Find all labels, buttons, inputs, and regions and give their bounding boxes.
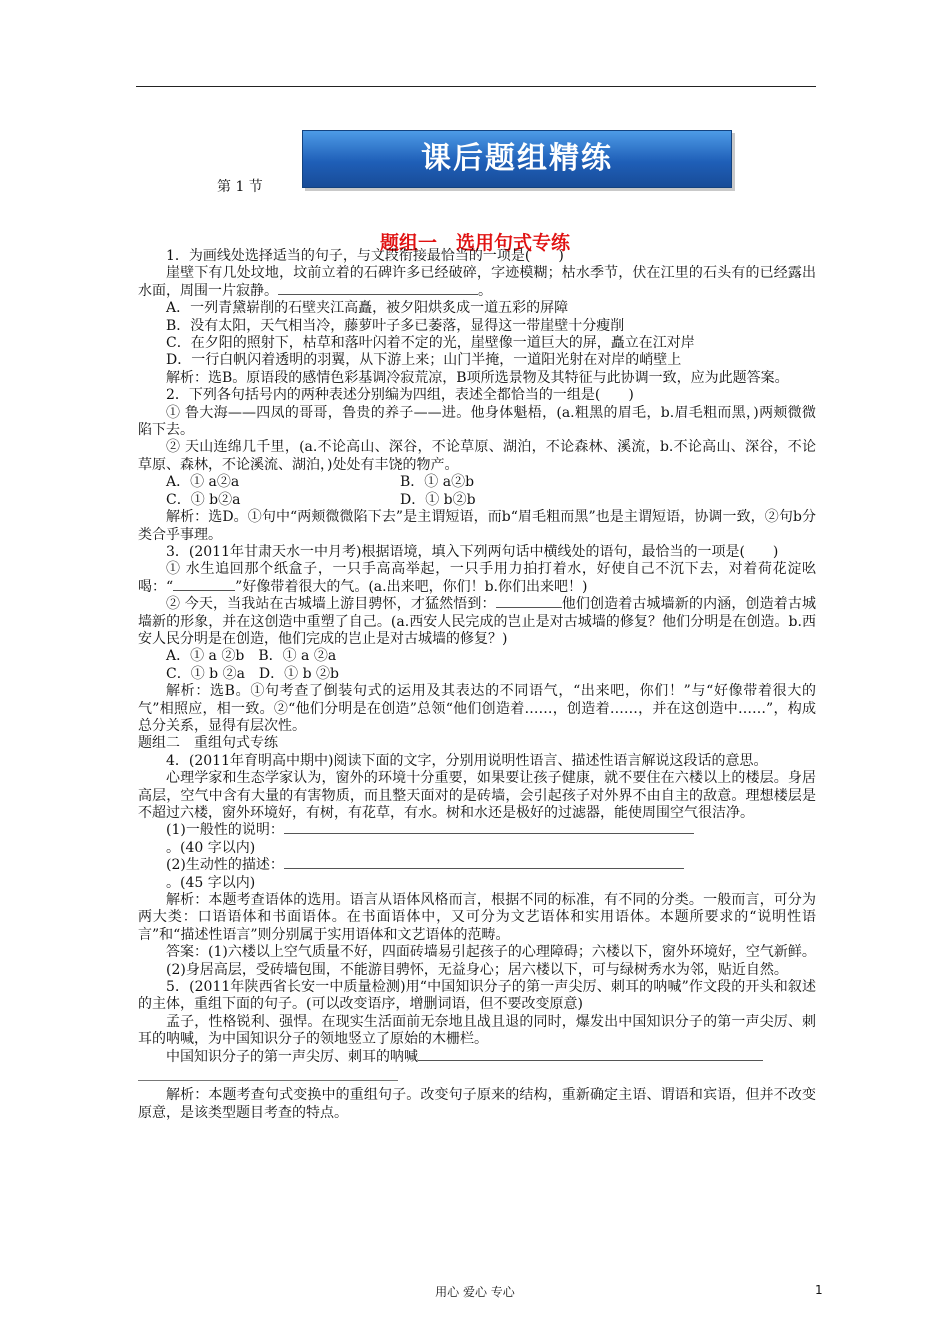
q5-blank-2 xyxy=(138,1066,398,1081)
q3-sentence-1 xyxy=(138,561,816,596)
header-rule xyxy=(136,86,816,87)
q1-option-a: A．一列青黛崭削的石壁夹江高矗，被夕阳烘炙成一道五彩的屏障 xyxy=(166,300,569,317)
q2-option-c: C．① b②a xyxy=(166,491,241,508)
q4-part1-label: (1)一般性的说明： xyxy=(166,822,284,839)
q2-option-b: B．① a②b xyxy=(400,474,475,491)
q4-answer-1: 答案：(1)六楼以上空气质量不好，四面砖墙易引起孩子的心理障碍；六楼以下，窗外环境好，空气新鲜。 xyxy=(166,944,816,961)
section-label: 第 1 节 xyxy=(217,179,263,195)
q1-passage-text: 崖壁下有几处坟地，坟前立着的石碑许多已经破碎，字迹模糊；枯水季节，伏在江里的石头有的已经露出水面，周围一片寂静。 xyxy=(138,265,816,299)
q3-sentence-1-tail: ”好像带着很大的气。(a.出来吧，你们！b.你们出来吧！) xyxy=(235,578,588,595)
q2-sentence-2: ② 天山连绵几千里，(a.不论高山、深谷，不论草原、湖泊，不论森林、溪流，b.不论高山、深谷，不论草原、森林，不论溪流、湖泊，)处处有丰饶的物产。 xyxy=(138,439,816,473)
group2-title: 题组二 重组句式专练 xyxy=(138,735,278,752)
title-banner xyxy=(302,130,732,188)
q4-passage: 心理学家和生态学家认为，窗外的环境十分重要，如果要让孩子健康，就不要住在六楼以上的楼层。身居高层，空气中含有大量的有害物质，而且整天面对的是砖墙，会引起孩子对外界不由自主的敌意。理想楼层是不超过六楼，窗外环境好，有树，有花草，有水。树和水还是极好的过滤器，能使周围空气很洁净。 xyxy=(138,770,816,821)
q5-analysis: 解析：本题考查句式变换中的重组句子。改变句子原来的结构，重新确定主语、谓语和宾语，但并不改变原意，是该类型题目考查的特点。 xyxy=(138,1087,816,1121)
q4-stem: 4．(2011年育明高中期中)阅读下面的文字，分别用说明性语言、描述性语言解说这段话的意思。 xyxy=(166,752,768,769)
q1-option-d: D．一行白帆闪着透明的羽翼，从下游上来；山门半掩，一道阳光射在对岸的峭壁上 xyxy=(166,352,682,369)
q3-sentence-2 xyxy=(138,596,816,648)
q4-part1 xyxy=(138,822,816,839)
group1-title: 题组一 选用句式专练 xyxy=(379,232,570,254)
banner-title: 课后题组精练 xyxy=(421,141,613,176)
q2-sentence-1: ① 鲁大海——四凤的哥哥，鲁贵的养子——进。他身体魁梧，(a.粗黑的眉毛，b.眉毛粗而黑，)两颊微微陷下去。 xyxy=(138,404,816,439)
footer-text: 用心 爱心 专心 xyxy=(435,1285,515,1299)
q1-blank xyxy=(278,294,478,295)
q3-sentence-2-tail: 他们创造着古城墙新的内涵，创造着古城墙新的形象，并在这创造中重塑了自己。(a.西安人民完成的岂止是对古城墙的修复？他们分明是在创造。b.西安人民分明是在创造，他们完成的岂止是对古城墙的修复？) xyxy=(138,596,817,647)
q3-blank-2 xyxy=(496,607,562,608)
q3-blank-1 xyxy=(173,590,235,591)
q5-lead-text: 中国知识分子的第一声尖厉、刺耳的呐喊 xyxy=(166,1048,418,1065)
q4-part2-limit: 。(45 字以内) xyxy=(166,874,256,891)
q4-part2-blank xyxy=(284,868,684,869)
q2-stem: 2．下列各句括号内的两种表述分别编为四组，表述全都恰当的一组是( ) xyxy=(166,387,634,404)
q1-passage xyxy=(138,265,816,300)
q4-part2 xyxy=(138,857,816,874)
page-number: 1 xyxy=(815,1283,823,1297)
q2-option-d: D．① b②b xyxy=(400,491,476,508)
q3-analysis: 解析：选B。①句考查了倒装句式的运用及其表达的不同语气，“出来吧，你们！”与“好像带着很大的气”相照应，相一致。②“他们分明是在创造”总领“他们创造着……，创造着……，并在这创造中……”，构成总分关系，显得有层次性。 xyxy=(138,683,816,734)
q3-sentence-2-text: ② 今天，当我站在古城墙上游目骋怀，才猛然悟到： xyxy=(166,596,496,613)
q5-stem: 5．(2011年陕西省长安一中质量检测)用“中国知识分子的第一声尖厉、刺耳的呐喊”作文段的开头和叙述的主体，重组下面的句子。(可以改变语序，增删词语，但不要改变原意) xyxy=(138,979,816,1013)
q2-option-a: A．① a②a xyxy=(166,474,240,491)
q4-part2-label: (2)生动性的描述： xyxy=(166,857,284,874)
q5-passage: 孟子，性格锐利、强悍。在现实生活面前无奈地且战且退的同时，爆发出中国知识分子的第一声尖厉、刺耳的呐喊，为中国知识分子的领地竖立了原始的木栅栏。 xyxy=(138,1013,816,1048)
q5-blank-1 xyxy=(418,1060,763,1061)
q3-sentence-1-text: ① 水生追回那个纸盒子，一只手高高举起，一只手用力拍打着水，好使自己不沉下去，对着荷花淀吆喝：“ xyxy=(138,561,816,595)
q5-answer-line xyxy=(138,1049,816,1066)
q4-part1-blank xyxy=(284,833,694,834)
q4-part1-limit: 。(40 字以内) xyxy=(166,839,256,856)
q1-analysis: 解析：选B。原语段的感情色彩基调冷寂荒凉，B项所选景物及其特征与此协调一致，应为此题答案。 xyxy=(166,369,789,386)
q1-passage-end: 。 xyxy=(478,282,492,299)
q3-options-line1: A．① a ②b B．① a ②a xyxy=(166,648,337,665)
q2-analysis: 解析：选D。①句中“两颊微微陷下去”是主谓短语，而b“眉毛粗而黑”也是主谓短语，协调一致，②句b分类合乎事理。 xyxy=(138,509,816,543)
q3-stem: 3．(2011年甘肃天水一中月考)根据语境，填入下列两句话中横线处的语句，最恰当的一项是( ) xyxy=(166,543,779,560)
q3-options-line2: C．① b ②a D．① b ②b xyxy=(166,665,339,682)
document-body xyxy=(138,248,816,1122)
q4-answer-2: (2)身居高层，受砖墙包围，不能游目骋怀，无益身心；居六楼以下，可与绿树秀水为邻，贴近自然。 xyxy=(166,961,788,978)
q4-analysis: 解析：本题考查语体的选用。语言从语体风格而言，根据不同的标准，有不同的分类。一般而言，可分为两大类：口语语体和书面语体。在书面语体中，又可分为文艺语体和实用语体。本题所要求的“说明性语言”和“描述性语言”则分别属于实用语体和文艺语体的范畴。 xyxy=(138,892,816,943)
q1-stem: 1．为画线处选择适当的句子，与文段衔接最恰当的一项是( ) xyxy=(166,248,564,264)
q1-option-c: C．在夕阳的照射下，枯草和落叶闪着不定的光，崖壁像一道巨大的屏，矗立在江对岸 xyxy=(166,335,695,352)
q1-option-b: B．没有太阳，天气相当冷，藤萝叶子多已萎落，显得这一带崖壁十分瘦削 xyxy=(166,317,625,334)
q2-options-row2 xyxy=(138,492,816,509)
q2-options-row1 xyxy=(138,474,816,491)
